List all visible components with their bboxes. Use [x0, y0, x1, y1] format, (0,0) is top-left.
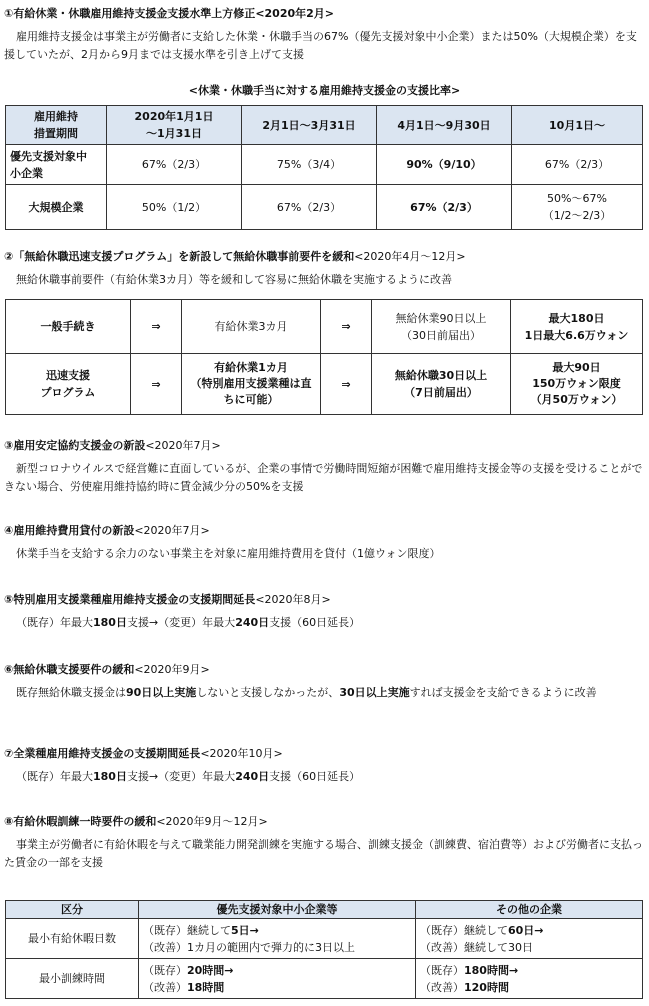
section-8: [4, 814, 645, 872]
table-cell: 最大180日 1日最大6.6万ウォン: [511, 300, 643, 354]
table-cell: 50%～67% （1/2～2/3）: [512, 185, 643, 230]
table-header-cell: その他の企業: [416, 901, 643, 919]
table-cell: 90%（9/10）: [377, 145, 512, 185]
arrow-icon: ⇒: [131, 354, 182, 415]
table-cell: 有給休業1カ月 （特別雇用支援業種は直 ちに可能）: [182, 354, 321, 415]
section-1-table-title: <休業・休職手当に対する雇用維持支援金の支援比率>: [188, 84, 461, 97]
table-row: [6, 919, 643, 959]
section-5-title: ⑤特別雇用支援業種雇用維持支援金の支援期間延長<2020年8月>: [4, 593, 331, 606]
table-cell: 有給休業3カ月: [182, 300, 321, 354]
section-2-body: 無給休職事前要件（有給休業3カ月）等を緩和して容易に無給休職を実施するように改善: [16, 273, 452, 286]
table-header-cell: 2020年1月1日 ～1月31日: [107, 106, 242, 145]
table-cell: （既存）180時間→ （改善）120時間: [416, 959, 643, 999]
table-row: [6, 300, 643, 354]
table-row: [6, 354, 643, 415]
table-cell: 無給休職30日以上 （7日前届出）: [372, 354, 511, 415]
table-header-cell: 10月1日～: [512, 106, 643, 145]
section-7: [4, 746, 645, 786]
arrow-icon: ⇒: [321, 300, 372, 354]
table-row-label: 迅速支援 プログラム: [6, 354, 131, 415]
support-ratio-table: [5, 105, 643, 230]
table-row-label: 優先支援対象中 小企業: [6, 145, 107, 185]
section-3-title: ③雇用安定協約支援金の新設<2020年7月>: [4, 439, 221, 452]
table-cell: 無給休業90日以上 （30日前届出）: [372, 300, 511, 354]
table-header-cell: 区分: [6, 901, 139, 919]
arrow-icon: ⇒: [321, 354, 372, 415]
section-2: [4, 249, 645, 289]
table-header-cell: 2月1日～3月31日: [242, 106, 377, 145]
section-2-title: ②「無給休職迅速支援プログラム」を新設して無給休職事前要件を緩和<2020年4月～12月>: [4, 250, 466, 263]
unpaid-leave-program-table: [5, 299, 643, 415]
table-row-label: 一般手続き: [6, 300, 131, 354]
section-1-body: 雇用維持支援金は事業主が労働者に支給した休業・休職手当の67%（優先支援対象中小企業）または50%（大規模企業）を支援していたが、2月から9月までは支援水準を引き上げて支援: [4, 30, 637, 61]
section-6-body: 既存無給休職支援金は90日以上実施しないと支援しなかったが、30日以上実施すれば支援金を支給できるように改善: [16, 686, 597, 699]
table-header-cell: 優先支援対象中小企業等: [139, 901, 416, 919]
section-3: [4, 438, 645, 496]
section-3-body: 新型コロナウイルスで経営難に直面しているが、企業の事情で労働時間短縮が困難で雇用維持支援金等の支援を受けることができない場合、労使雇用維持協約時に賃金減少分の50%を支援: [4, 462, 643, 493]
table-row: [6, 145, 643, 185]
table-cell: （既存）20時間→ （改善）18時間: [139, 959, 416, 999]
section-6-title: ⑥無給休職支援要件の緩和<2020年9月>: [4, 663, 210, 676]
table-cell: 67%（2/3）: [242, 185, 377, 230]
table-header-cell: 4月1日～9月30日: [377, 106, 512, 145]
table-row-label: 大規模企業: [6, 185, 107, 230]
section-5: [4, 592, 645, 632]
table-row: [6, 185, 643, 230]
table-header-row: [6, 901, 643, 919]
table-cell: 67%（2/3）: [512, 145, 643, 185]
arrow-icon: ⇒: [131, 300, 182, 354]
section-4: [4, 523, 645, 563]
table-row-label: 最小有給休暇日数: [6, 919, 139, 959]
table-cell: 75%（3/4）: [242, 145, 377, 185]
section-7-body: （既存）年最大180日支援→（変更）年最大240日支援（60日延長）: [16, 770, 361, 783]
section-7-title: ⑦全業種雇用維持支援金の支援期間延長<2020年10月>: [4, 747, 283, 760]
section-8-body: 事業主が労働者に有給休暇を与えて職業能力開発訓練を実施する場合、訓練支援金（訓練費、宿泊費等）および労働者に支払った賃金の一部を支援: [4, 838, 643, 869]
table-cell: （既存）継続して60日→ （改善）継続して30日: [416, 919, 643, 959]
section-4-body: 休業手当を支給する余力のない事業主を対象に雇用維持費用を貸付（1億ウォン限度）: [16, 547, 441, 560]
table-header-row: [6, 106, 643, 145]
section-8-title: ⑧有給休暇訓練一時要件の緩和<2020年9月～12月>: [4, 815, 268, 828]
table-row-label: 最小訓練時間: [6, 959, 139, 999]
table-cell: （既存）継続して5日→ （改善）1カ月の範囲内で弾力的に3日以上: [139, 919, 416, 959]
table-cell: 67%（2/3）: [377, 185, 512, 230]
section-6: [4, 662, 645, 702]
table-header-cell: 雇用維持 措置期間: [6, 106, 107, 145]
section-1-title: ①有給休業・休職雇用維持支援金支援水準上方修正<2020年2月>: [4, 7, 335, 20]
table-row: [6, 959, 643, 999]
table-cell: 67%（2/3）: [107, 145, 242, 185]
section-4-title: ④雇用維持費用貸付の新設<2020年7月>: [4, 524, 210, 537]
paid-leave-training-table: [5, 900, 643, 999]
section-1: [4, 6, 645, 98]
table-cell: 最大90日 150万ウォン限度 （月50万ウォン）: [511, 354, 643, 415]
section-5-body: （既存）年最大180日支援→（変更）年最大240日支援（60日延長）: [16, 616, 361, 629]
table-cell: 50%（1/2）: [107, 185, 242, 230]
